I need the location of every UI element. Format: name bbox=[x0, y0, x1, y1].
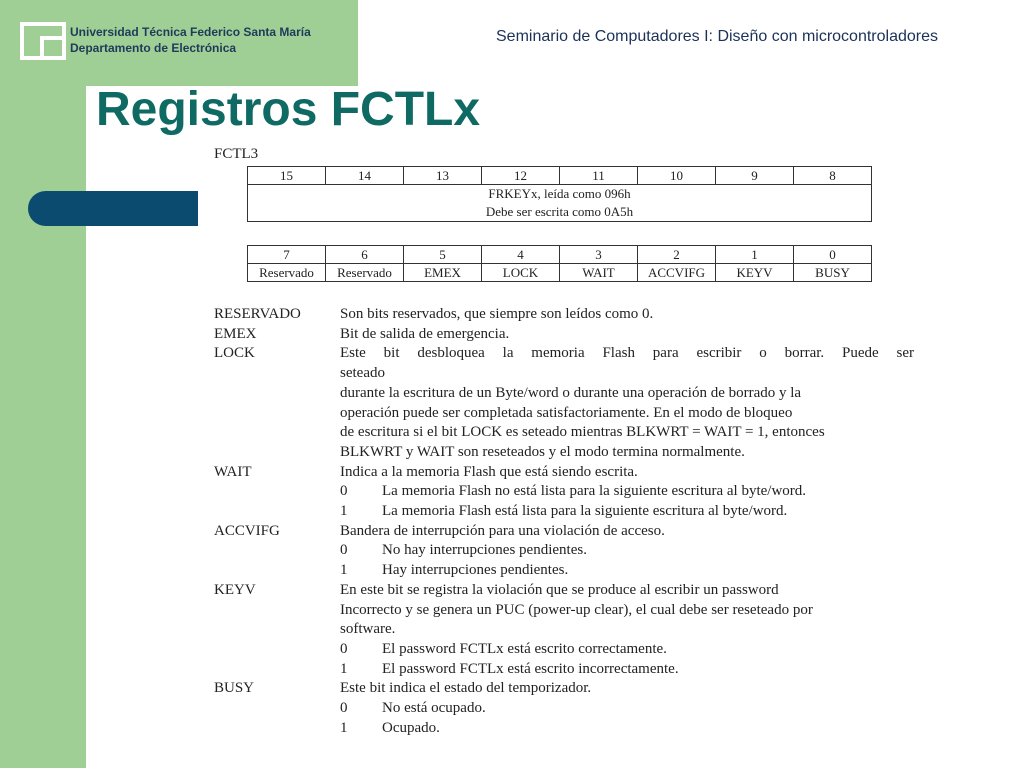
option-text: Hay interrupciones pendientes. bbox=[382, 562, 569, 579]
option-value: 1 bbox=[340, 503, 348, 520]
bit-number-cell: 7 bbox=[248, 246, 326, 264]
bit-number-cell: 0 bbox=[794, 246, 872, 264]
desc-key: EMEX bbox=[214, 325, 257, 342]
desc-line: Este bit desbloquea la memoria Flash para escribir o borrar. Puede ser bbox=[340, 345, 914, 362]
desc-lock bbox=[214, 344, 914, 462]
bit-name-cell: EMEX bbox=[404, 264, 482, 282]
desc-option bbox=[340, 502, 914, 522]
desc-key: WAIT bbox=[214, 463, 252, 480]
desc-reservado bbox=[214, 305, 914, 325]
option-value: 1 bbox=[340, 660, 348, 677]
bit-name-cell: WAIT bbox=[560, 264, 638, 282]
bit-name-cell: KEYV bbox=[716, 264, 794, 282]
department-name: Departamento de Electrónica bbox=[70, 41, 237, 55]
option-text: No está ocupado. bbox=[382, 700, 486, 717]
bit-number-cell: 8 bbox=[794, 167, 872, 185]
desc-option bbox=[340, 640, 914, 660]
desc-wait bbox=[214, 463, 914, 522]
bit-name-row bbox=[248, 264, 872, 282]
desc-option bbox=[340, 699, 914, 719]
bit-number-cell: 14 bbox=[326, 167, 404, 185]
university-name: Universidad Técnica Federico Santa María bbox=[70, 25, 311, 39]
bit-number-cell: 4 bbox=[482, 246, 560, 264]
frkey-merged-cell bbox=[248, 185, 872, 222]
bit-name-cell: Reservado bbox=[326, 264, 404, 282]
option-value: 0 bbox=[340, 640, 348, 657]
bit-number-cell: 10 bbox=[638, 167, 716, 185]
option-text: Ocupado. bbox=[382, 719, 440, 736]
decorative-pill bbox=[28, 191, 198, 226]
bit-number-cell: 9 bbox=[716, 167, 794, 185]
desc-emex bbox=[214, 325, 914, 345]
university-block bbox=[70, 24, 311, 56]
desc-line: durante la escritura de un Byte/word o durante una operación de borrado y la bbox=[340, 384, 802, 401]
merged-line-2: Debe ser escrita como 0A5h bbox=[485, 204, 634, 219]
green-sidebar-band bbox=[0, 0, 86, 768]
desc-key: RESERVADO bbox=[214, 306, 301, 322]
desc-key: BUSY bbox=[214, 680, 255, 697]
option-value: 0 bbox=[340, 700, 348, 717]
desc-line: Este bit indica el estado del temporizador. bbox=[340, 680, 592, 697]
bit-number-cell: 5 bbox=[404, 246, 482, 264]
option-text: La memoria Flash no está lista para la siguiente escritura al byte/word. bbox=[382, 483, 807, 500]
desc-line: Incorrecto y se genera un PUC (power-up clear), el cual debe ser reseteado por bbox=[340, 601, 813, 618]
bit-number-cell: 12 bbox=[482, 167, 560, 185]
bit-descriptions bbox=[214, 305, 914, 738]
desc-keyv bbox=[214, 581, 914, 680]
desc-line: operación puede ser completada satisfactoriamente. En el modo de bloqueo bbox=[340, 404, 793, 421]
register-high-byte-table bbox=[247, 166, 872, 222]
bit-number-cell: 6 bbox=[326, 246, 404, 264]
desc-text: Bit de salida de emergencia. bbox=[340, 325, 510, 342]
register-name: FCTL3 bbox=[214, 146, 259, 162]
bit-number-cell: 3 bbox=[560, 246, 638, 264]
desc-accvifg bbox=[214, 522, 914, 581]
option-text: La memoria Flash está lista para la siguiente escritura al byte/word. bbox=[382, 503, 788, 520]
bit-name-cell: ACCVIFG bbox=[638, 264, 716, 282]
option-value: 0 bbox=[340, 542, 348, 559]
desc-text: Son bits reservados, que siempre son leídos como 0. bbox=[340, 306, 654, 322]
bit-number-cell: 1 bbox=[716, 246, 794, 264]
merged-field-row bbox=[248, 185, 872, 222]
option-text: No hay interrupciones pendientes. bbox=[382, 542, 587, 559]
desc-key: KEYV bbox=[214, 581, 256, 598]
bit-name-cell: BUSY bbox=[794, 264, 872, 282]
register-low-byte-table bbox=[247, 245, 872, 282]
desc-line: de escritura si el bit LOCK es seteado mientras BLKWRT = WAIT = 1, entonces bbox=[340, 424, 825, 441]
slide-title: Registros FCTLx bbox=[96, 83, 481, 136]
desc-line: seteado bbox=[340, 365, 385, 382]
option-text: El password FCTLx está escrito correctamente. bbox=[382, 640, 667, 657]
desc-line: Bandera de interrupción para una violación de acceso. bbox=[340, 522, 665, 539]
desc-text bbox=[340, 344, 914, 462]
desc-text bbox=[340, 522, 914, 581]
desc-text bbox=[340, 463, 914, 522]
university-logo bbox=[20, 22, 66, 60]
bit-name-cell: Reservado bbox=[248, 264, 326, 282]
desc-busy bbox=[214, 679, 914, 738]
desc-line: En este bit se registra la violación que se produce al escribir un password bbox=[340, 581, 779, 598]
desc-line: BLKWRT y WAIT son reseteados y el modo termina normalmente. bbox=[340, 443, 745, 460]
bit-number-cell: 2 bbox=[638, 246, 716, 264]
desc-option bbox=[340, 482, 914, 502]
desc-option bbox=[340, 541, 914, 561]
bit-number-row bbox=[248, 167, 872, 185]
desc-text bbox=[340, 679, 914, 738]
option-text: El password FCTLx está escrito incorrectamente. bbox=[382, 660, 679, 677]
desc-line: Indica a la memoria Flash que está siendo escrita. bbox=[340, 463, 638, 480]
desc-option bbox=[340, 660, 914, 680]
desc-option bbox=[340, 719, 914, 739]
option-value: 1 bbox=[340, 562, 348, 579]
bit-number-cell: 15 bbox=[248, 167, 326, 185]
course-title: Seminario de Computadores I: Diseño con microcontroladores bbox=[496, 28, 938, 45]
desc-line: software. bbox=[340, 621, 396, 638]
bit-name-cell: LOCK bbox=[482, 264, 560, 282]
desc-text bbox=[340, 581, 914, 680]
option-value: 0 bbox=[340, 483, 348, 500]
option-value: 1 bbox=[340, 719, 348, 736]
desc-option bbox=[340, 561, 914, 581]
bit-number-cell: 13 bbox=[404, 167, 482, 185]
desc-key: ACCVIFG bbox=[214, 522, 280, 539]
merged-line-1: FRKEYx, leída como 096h bbox=[488, 186, 631, 201]
desc-key: LOCK bbox=[214, 345, 255, 362]
bit-number-row bbox=[248, 246, 872, 264]
bit-number-cell: 11 bbox=[560, 167, 638, 185]
